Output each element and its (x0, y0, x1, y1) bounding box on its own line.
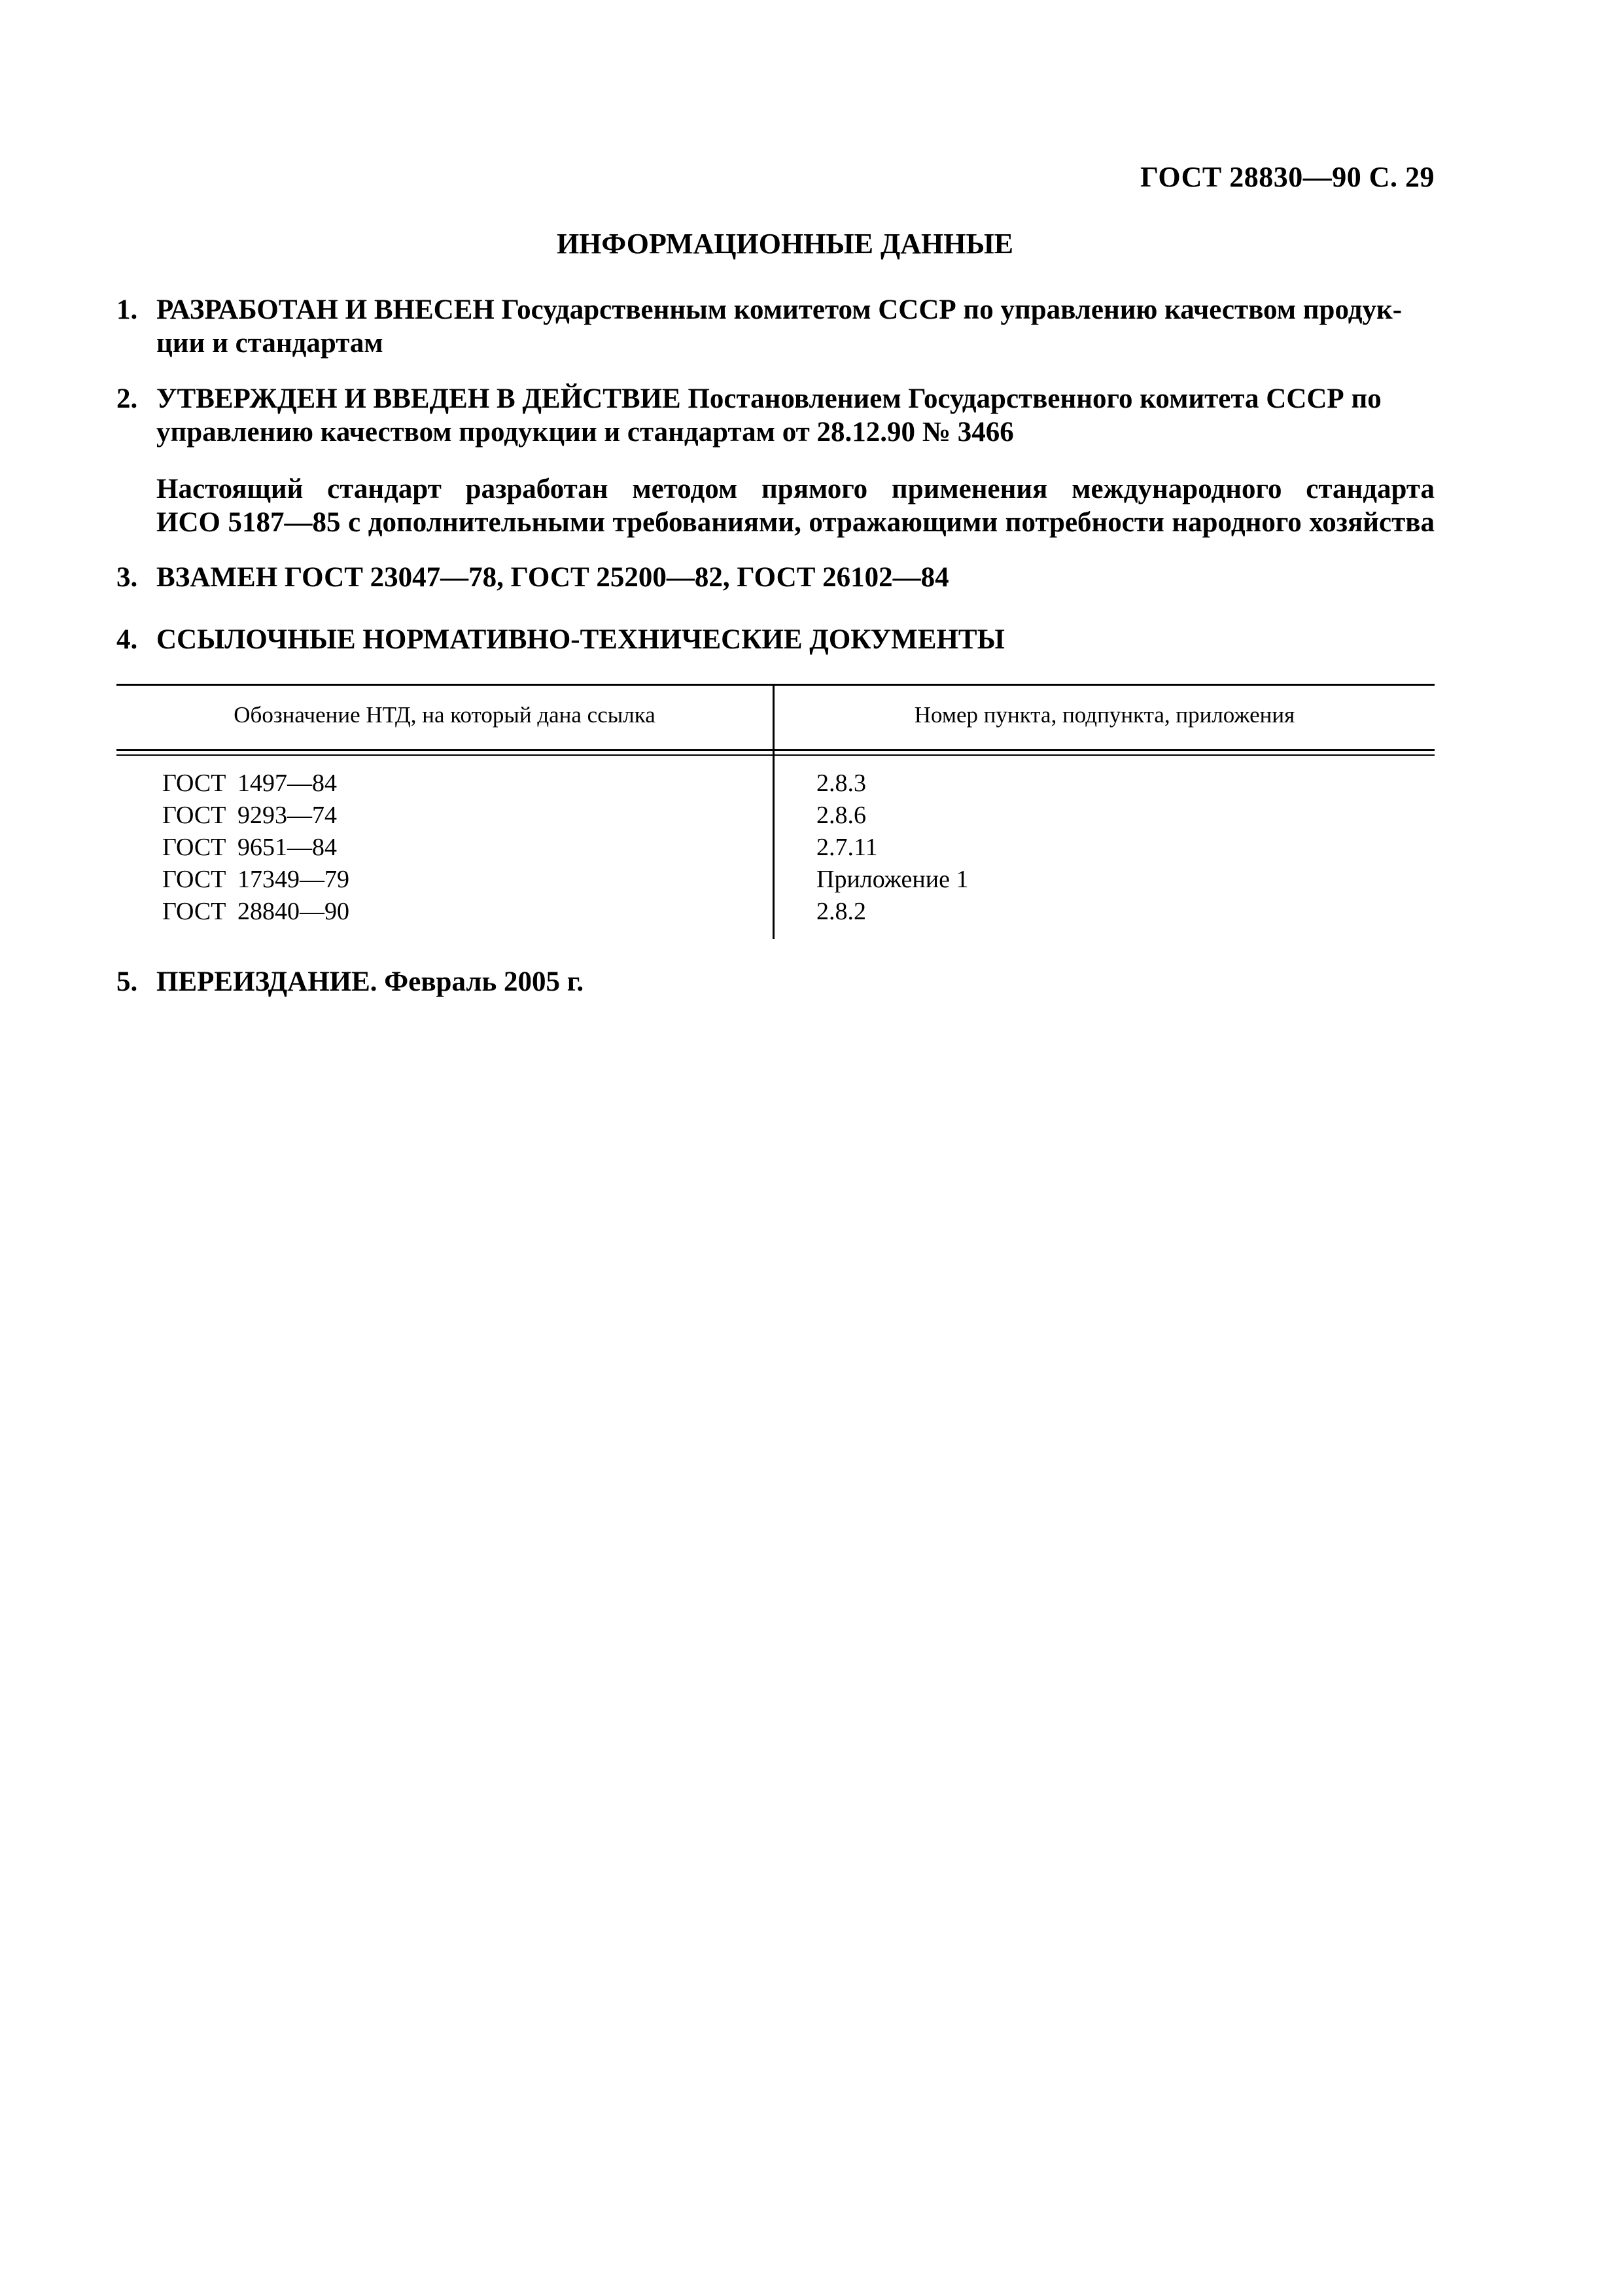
item-number: 3. (116, 562, 138, 593)
table-column-designation (162, 768, 349, 928)
standard-note (116, 472, 1435, 539)
standard-note-line1: Настоящий стандарт разработан методом прямого применения международного стандарта (156, 474, 1435, 504)
item-text: РАЗРАБОТАН И ВНЕСЕН Государственным комитетом СССР по управлению качеством продук- (156, 294, 1403, 325)
info-item-replaces (116, 561, 1435, 594)
table-cell-clause: 2.8.6 (816, 802, 866, 829)
item-text: ПЕРЕИЗДАНИЕ. Февраль 2005 г. (156, 966, 584, 997)
info-item-references (116, 623, 1435, 656)
item-number: 5. (116, 966, 138, 997)
info-item-approved-line1 (116, 382, 1435, 415)
table-header-rule-double (116, 754, 1435, 756)
table-header-designation: Обозначение НТД, на который дана ссылка (234, 702, 655, 728)
table-header-rule (116, 749, 1435, 751)
running-header: ГОСТ 28830—90 С. 29 (1140, 161, 1435, 193)
table-header-clause: Номер пункта, подпункта, приложения (914, 702, 1295, 728)
info-item-developed-line1 (116, 293, 1435, 327)
info-item-approved (116, 382, 1435, 449)
item-text: ССЫЛОЧНЫЕ НОРМАТИВНО-ТЕХНИЧЕСКИЕ ДОКУМЕНТЫ (156, 624, 1005, 655)
info-item-approved-line2: управлению качеством продукции и стандартам от 28.12.90 № 3466 (156, 417, 1014, 448)
item-number: 2. (116, 383, 138, 414)
table-cell-designation: ГОСТ 9293—74 (162, 802, 337, 829)
table-column-clause (816, 768, 968, 928)
table-top-rule (116, 684, 1435, 686)
table-cell-designation: ГОСТ 17349—79 (162, 866, 349, 893)
info-item-references-line (116, 623, 1435, 656)
item-text: ВЗАМЕН ГОСТ 23047—78, ГОСТ 25200—82, ГОСТ 26102—84 (156, 562, 949, 593)
reference-table (116, 684, 1435, 939)
table-cell-designation: ГОСТ 28840—90 (162, 898, 349, 925)
table-cell-clause: Приложение 1 (816, 866, 969, 893)
table-cell-clause: 2.8.3 (816, 769, 866, 797)
info-item-developed-line2: ции и стандартам (156, 328, 383, 359)
item-number: 4. (116, 624, 138, 655)
info-item-reissue-line (116, 965, 1435, 998)
item-text: УТВЕРЖДЕН И ВВЕДЕН В ДЕЙСТВИЕ Постановлением Государственного комитета СССР по (156, 383, 1382, 414)
item-number: 1. (116, 294, 138, 325)
standard-note-line2: ИСО 5187—85 с дополнительными требованиями, отражающими потребности народного хозяйства (156, 507, 1435, 538)
info-item-reissue (116, 965, 1435, 998)
info-item-developed (116, 293, 1435, 360)
table-cell-designation: ГОСТ 9651—84 (162, 834, 337, 861)
table-cell-designation: ГОСТ 1497—84 (162, 769, 337, 797)
page-title: ИНФОРМАЦИОННЫЕ ДАННЫЕ (556, 228, 1014, 260)
table-cell-clause: 2.8.2 (816, 898, 866, 925)
info-item-replaces-line (116, 561, 1435, 594)
table-cell-clause: 2.7.11 (816, 834, 878, 861)
